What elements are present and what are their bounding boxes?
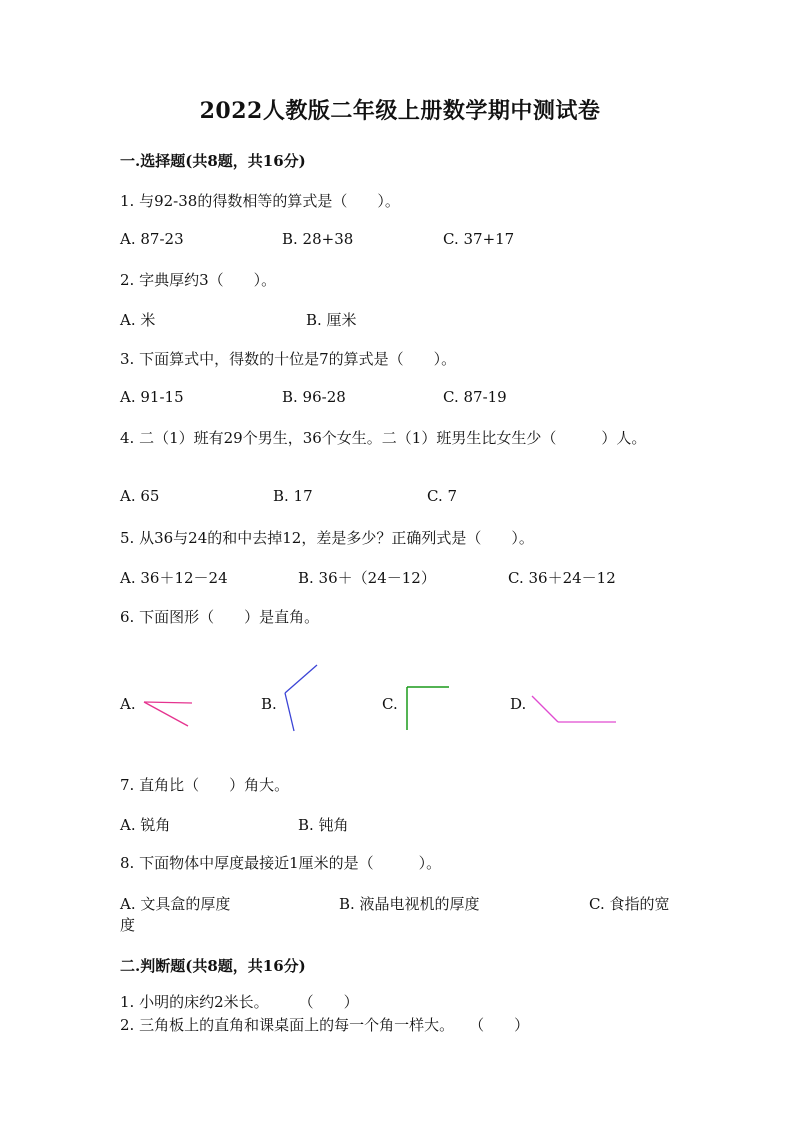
q8-option-a: A. 文具盒的厚度 [120,895,231,913]
judgement-question-2: 2. 三角板上的直角和课桌面上的每一个角一样大。 （ ） [120,1016,530,1034]
q5-option-b: B. 36＋（24－12） [298,569,436,587]
question-3: 3. 下面算式中，得数的十位是7的算式是（ ）。 [120,350,457,368]
q4-option-a: A. 65 [120,487,160,505]
q7-option-a: A. 锐角 [120,816,171,834]
q3-option-c: C. 87-19 [443,388,507,406]
question-6: 6. 下面图形（ ）是直角。 [120,608,320,626]
q3-option-a: A. 91-15 [120,388,184,406]
q7-option-b: B. 钝角 [298,816,349,834]
question-4: 4. 二（1）班有29个男生，36个女生。二（1）班男生比女生少（ ）人。 [120,429,647,447]
q6-figure-a-angle [142,700,194,728]
q6-figure-d-angle [530,694,618,726]
q4-option-b: B. 17 [273,487,313,505]
question-7: 7. 直角比（ ）角大。 [120,776,290,794]
q8-option-c: C. 食指的宽 [589,895,670,913]
section-heading-judgement: 二.判断题(共8题，共16分) [120,957,306,975]
question-5: 5. 从36与24的和中去掉12，差是多少？正确列式是（ ）。 [120,529,534,547]
q3-option-b: B. 96-28 [282,388,346,406]
q8-option-c-wrap: 度 [120,916,136,934]
judgement-question-1: 1. 小明的床约2米长。 （ ） [120,993,359,1011]
page-title: 2022人教版二年级上册数学期中测试卷 [199,98,601,124]
q1-option-b: B. 28+38 [282,230,354,248]
q6-option-a: A. [120,695,136,713]
q6-figure-b-angle [282,663,320,733]
question-2: 2. 字典厚约3（ ）。 [120,271,277,289]
q1-option-a: A. 87-23 [120,230,184,248]
q1-option-c: C. 37+17 [443,230,515,248]
question-8: 8. 下面物体中厚度最接近1厘米的是（ ）。 [120,854,442,872]
q2-option-b: B. 厘米 [306,311,357,329]
q8-option-b: B. 液晶电视机的厚度 [339,895,480,913]
q6-option-d: D. [510,695,527,713]
q6-figure-c-right-angle [405,686,451,732]
q5-option-c: C. 36＋24－12 [508,569,616,587]
q6-option-b: B. [261,695,277,713]
q5-option-a: A. 36＋12－24 [120,569,228,587]
question-1: 1. 与92-38的得数相等的算式是（ ）。 [120,192,400,210]
q6-option-c: C. [382,695,398,713]
q4-option-c: C. 7 [427,487,458,505]
q2-option-a: A. 米 [120,311,156,329]
section-heading-choice: 一.选择题(共8题，共16分) [120,152,306,170]
